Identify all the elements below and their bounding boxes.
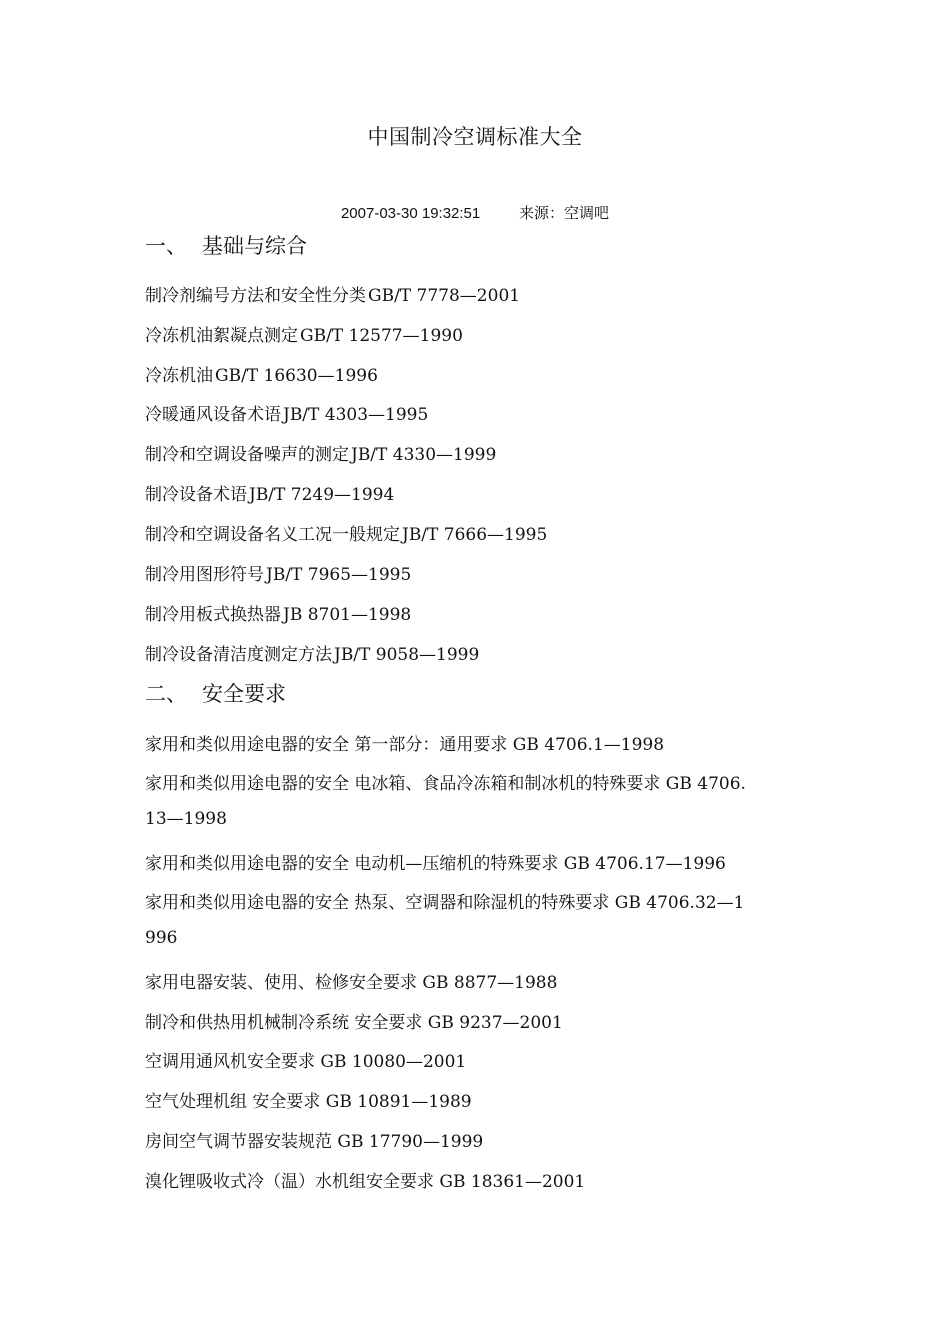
section-heading-basic (145, 230, 307, 260)
standard-code: JB/T 9058—1999 (334, 645, 480, 665)
standard-name: 制冷设备术语 (145, 485, 247, 505)
section-title: 基础与综合 (202, 234, 307, 258)
standard-line: 空调用通风机安全要求 GB 10080—2001 (145, 1052, 467, 1072)
standard-line: 13—1998 (145, 809, 227, 829)
standard-name: 制冷用板式换热器 (145, 605, 281, 625)
standard-line: 制冷和供热用机械制冷系统 安全要求 GB 9237—2001 (145, 1013, 563, 1033)
standard-code: GB/T 16630—1996 (215, 366, 378, 386)
document-title: 中国制冷空调标准大全 (367, 125, 583, 149)
standard-code: JB 8701—1998 (283, 605, 412, 625)
section-number: 二、 (145, 682, 187, 706)
document-meta (0, 202, 950, 223)
standard-line: 溴化锂吸收式冷（温）水机组安全要求 GB 18361—2001 (145, 1172, 586, 1192)
standard-line: 家用和类似用途电器的安全 电冰箱、食品冷冻箱和制冰机的特殊要求 GB 4706. (145, 774, 746, 794)
standard-item (145, 560, 411, 585)
section-heading-safety (145, 678, 286, 708)
standard-line: 家用和类似用途电器的安全 电动机—压缩机的特殊要求 GB 4706.17—1996 (145, 854, 726, 874)
standard-item (145, 520, 547, 545)
standard-line: 空气处理机组 安全要求 GB 10891—1989 (145, 1092, 472, 1112)
standard-code: JB/T 7965—1995 (266, 565, 412, 585)
standard-code: JB/T 7249—1994 (249, 485, 395, 505)
standard-name: 制冷设备清洁度测定方法 (145, 645, 332, 665)
section-number: 一、 (145, 234, 187, 258)
standard-name: 制冷和空调设备噪声的测定 (145, 445, 349, 465)
standard-name: 冷冻机油絮凝点测定 (145, 326, 298, 346)
standard-code: GB/T 7778—2001 (368, 286, 521, 306)
standard-item (145, 361, 378, 386)
standard-item (145, 321, 463, 346)
source-label: 来源：空调吧 (519, 204, 610, 222)
standard-item (145, 281, 520, 306)
section-title: 安全要求 (202, 682, 286, 706)
standard-name: 制冷用图形符号 (145, 565, 264, 585)
standard-code: JB/T 7666—1995 (402, 525, 548, 545)
standard-code: JB/T 4330—1999 (351, 445, 497, 465)
standard-line: 家用和类似用途电器的安全 热泵、空调器和除湿机的特殊要求 GB 4706.32—1 (145, 893, 745, 913)
standard-code: GB/T 12577—1990 (300, 326, 463, 346)
standard-line: 房间空气调节器安装规范 GB 17790—1999 (145, 1132, 484, 1152)
standard-item (145, 440, 496, 465)
publish-date: 2007-03-30 19:32:51 (340, 205, 481, 222)
standard-name: 制冷剂编号方法和安全性分类 (145, 286, 366, 306)
standard-item (145, 400, 428, 425)
standard-line: 家用电器安装、使用、检修安全要求 GB 8877—1988 (145, 973, 558, 993)
standard-line: 家用和类似用途电器的安全 第一部分：通用要求 GB 4706.1—1998 (145, 735, 665, 755)
standard-line: 996 (145, 928, 178, 948)
standard-item (145, 600, 411, 625)
standard-item (145, 480, 394, 505)
standard-name: 冷冻机油 (145, 366, 213, 386)
standard-name: 冷暖通风设备术语 (145, 405, 281, 425)
standard-name: 制冷和空调设备名义工况一般规定 (145, 525, 400, 545)
standard-item (145, 640, 479, 665)
standard-code: JB/T 4303—1995 (283, 405, 429, 425)
